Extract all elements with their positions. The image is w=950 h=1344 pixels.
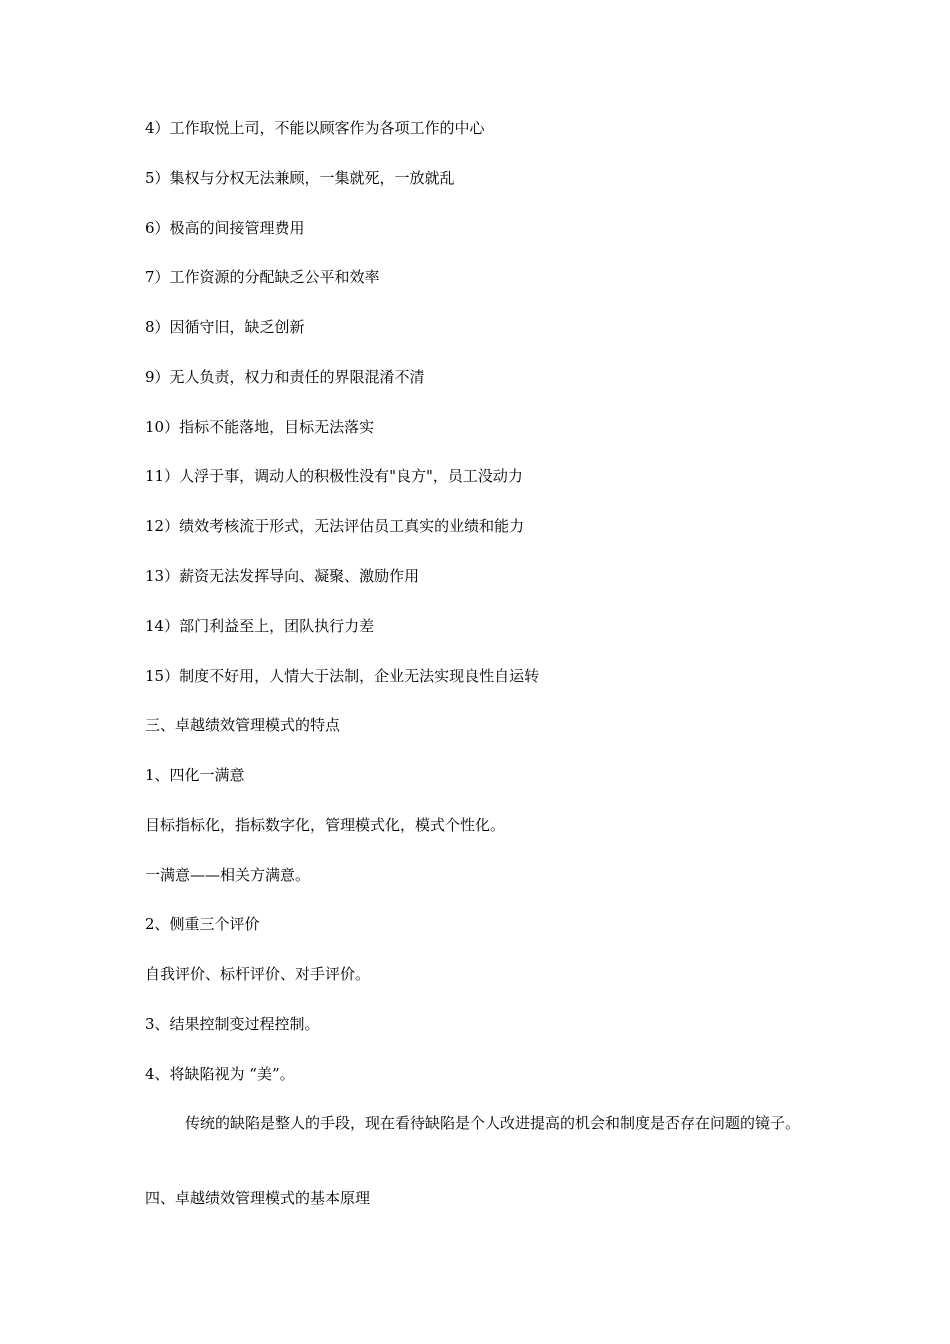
body-text-1a: 目标指标化，指标数字化，管理模式化，模式个性化。 bbox=[145, 816, 506, 834]
list-item-11: 11）人浮于事，调动人的积极性没有"良方"，员工没动力 bbox=[145, 467, 523, 485]
list-item-4: 4）工作取悦上司，不能以顾客作为各项工作的中心 bbox=[145, 119, 485, 137]
list-item-15: 15）制度不好用，人情大于法制，企业无法实现良性自运转 bbox=[145, 667, 540, 685]
section-heading-3: 三、卓越绩效管理模式的特点 bbox=[145, 716, 341, 734]
list-item-9: 9）无人负责，权力和责任的界限混淆不清 bbox=[145, 368, 425, 386]
list-item-6: 6）极高的间接管理费用 bbox=[145, 219, 305, 237]
list-item-5: 5）集权与分权无法兼顾，一集就死，一放就乱 bbox=[145, 169, 455, 187]
body-text-1b: 一满意——相关方满意。 bbox=[145, 866, 311, 884]
list-item-7: 7）工作资源的分配缺乏公平和效率 bbox=[145, 268, 380, 286]
list-item-12: 12）绩效考核流于形式，无法评估员工真实的业绩和能力 bbox=[145, 517, 525, 535]
subheading-4: 4、将缺陷视为 “美”。 bbox=[145, 1065, 295, 1083]
body-text-2: 自我评价、标杆评价、对手评价。 bbox=[145, 965, 371, 983]
body-paragraph: 传统的缺陷是整人的手段，现在看待缺陷是个人改进提高的机会和制度是否存在问题的镜子。 bbox=[185, 1114, 801, 1132]
list-item-10: 10）指标不能落地，目标无法落实 bbox=[145, 418, 375, 436]
list-item-8: 8）因循守旧，缺乏创新 bbox=[145, 318, 305, 336]
section-heading-4: 四、卓越绩效管理模式的基本原理 bbox=[145, 1189, 371, 1207]
list-item-13: 13）薪资无法发挥导向、凝聚、激励作用 bbox=[145, 567, 420, 585]
subheading-3: 3、结果控制变过程控制。 bbox=[145, 1015, 320, 1033]
list-item-14: 14）部门利益至上，团队执行力差 bbox=[145, 617, 375, 635]
subheading-2: 2、侧重三个评价 bbox=[145, 915, 260, 933]
subheading-1: 1、四化一满意 bbox=[145, 766, 245, 784]
